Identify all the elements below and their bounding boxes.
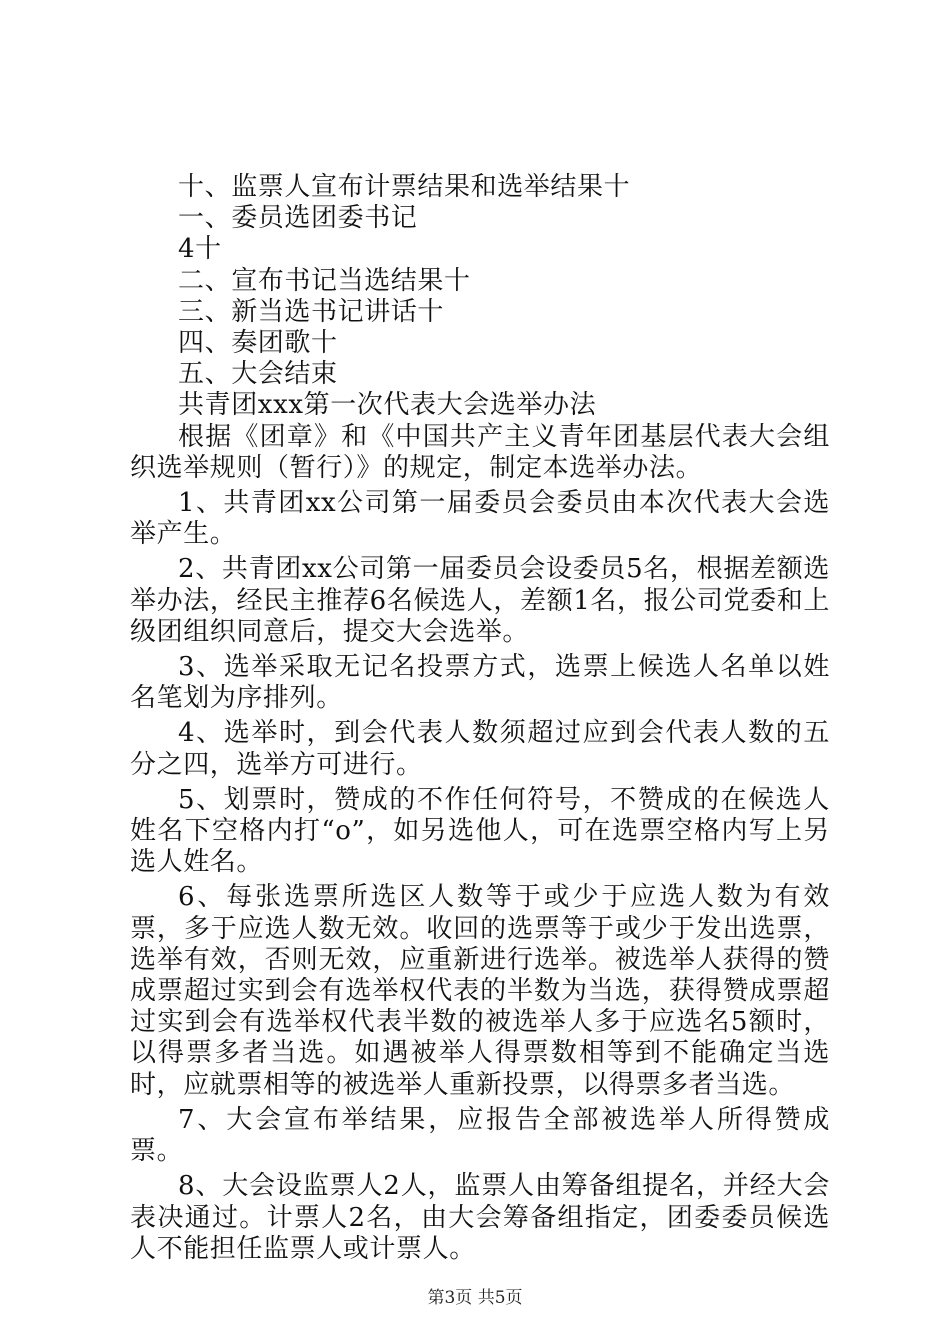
outline-item: 4十 <box>178 234 222 265</box>
outline-item: 十、监票人宣布计票结果和选举结果十 <box>178 172 631 202</box>
section-title: 共青团xxx第一次代表大会选举办法 <box>178 390 597 421</box>
paragraph: 根据《团章》和《中国共产主义青年团基层代表大会组织选举规则（暂行）》的规定，制定本选举办法。 <box>130 421 830 483</box>
paragraph: 8、大会设监票人2人，监票人由筹备组提名，并经大会表决通过。计票人2名，由大会筹备组指定，团委委员候选人不能担任监票人或计票人。 <box>130 1171 830 1264</box>
outline-item: 三、新当选书记讲话十 <box>178 296 445 327</box>
outline-item: 二、宣布书记当选结果十 <box>178 265 471 296</box>
outline-item: 四、奏团歌十 <box>178 328 338 359</box>
outline-item: 五、大会结束 <box>178 359 338 390</box>
outline-item: 一、委员选团委书记 <box>178 203 418 234</box>
paragraph: 5、划票时，赞成的不作任何符号，不赞成的在候选人姓名下空格内打“o”，如另选他人，可在选票空格内写上另选人姓名。 <box>130 784 830 878</box>
paragraph: 6、每张选票所选区人数等于或少于应选人数为有效票，多于应选人数无效。收回的选票等于或少于发出选票，选举有效，否则无效，应重新进行选举。被选举人获得的赞成票超过实到会有选举权代表的半数为当选，获得赞成票超过实到会有选举权代表半数的被选举人多于应选名5额时，以得票多者当选。如遇被举人得票数相等到不能确定当选时，应就票相等的被选举人重新投票，以得票多者当选。 <box>130 882 830 1100</box>
paragraph: 7、大会宣布举结果，应报告全部被选举人所得赞成票。 <box>130 1104 830 1167</box>
page-footer: 第3页 共5页 <box>427 1288 523 1308</box>
paragraph: 3、选举采取无记名投票方式，选票上候选人名单以姓名笔划为序排列。 <box>130 652 830 714</box>
paragraph: 1、共青团xx公司第一届委员会委员由本次代表大会选举产生。 <box>130 488 830 550</box>
paragraph: 2、共青团xx公司第一届委员会设委员5名，根据差额选举办法，经民主推荐6名候选人，差额1名，报公司党委和上级团组织同意后，提交大会选举。 <box>130 554 830 647</box>
document-body <box>130 172 830 1269</box>
paragraph: 4、选举时，到会代表人数须超过应到会代表人数的五分之四，选举方可进行。 <box>130 718 830 780</box>
